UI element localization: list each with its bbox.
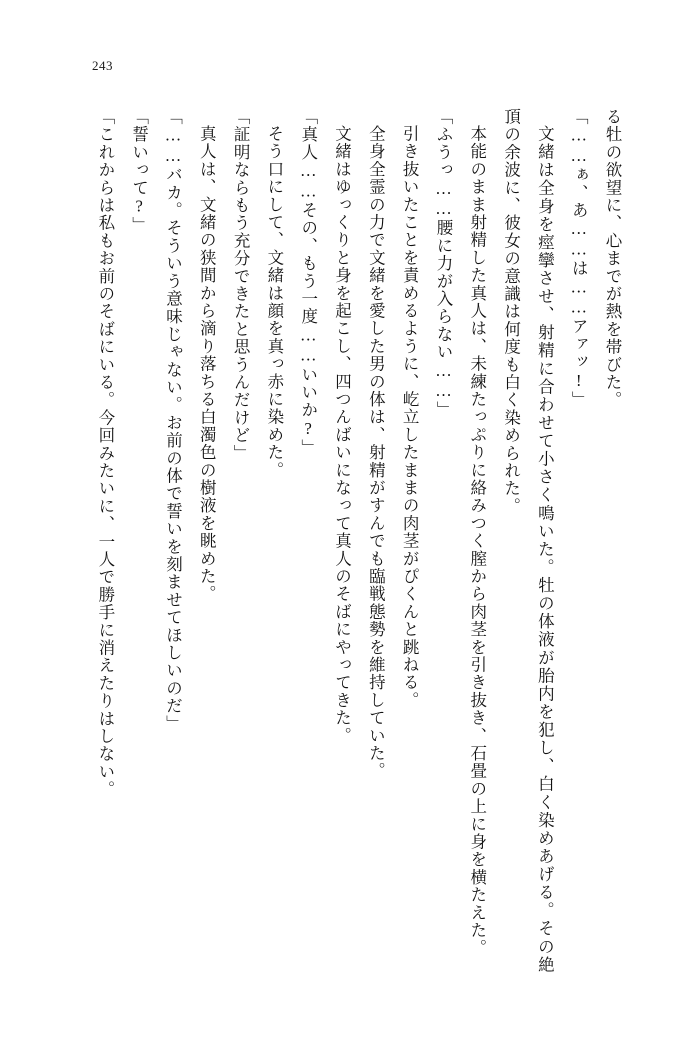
body-paragraph: 「……バカ。そういう意味じゃない。お前の体で誓いを刻ませてほしいのだ」 [163,108,183,733]
body-paragraph: 文緒はゆっくりと身を起こし、四つんばいになって真人のそばにやってきた。 [332,124,352,744]
body-paragraph: 「これからは私もお前のそばにいる。今回みたいに、一人で勝手に消えたりはしない。 [95,108,115,799]
body-paragraph: 文緒は全身を痙攣させ、射精に合わせて小さく鳴いた。牡の体液が胎内を犯し、白く染めあげる。その絶頂の余波に、彼女の意識は何度も白く染められた。 [501,108,555,973]
body-paragraph: 引き抜いたことを責めるように、屹立したままの肉茎がぴくんと跳ねる。 [400,124,420,709]
body-paragraph: 「真人……その、もう一度……いいか?」 [298,108,318,457]
body-paragraph: る牡の欲望に、心までが熱を帯びた。 [603,108,622,409]
page-number: 243 [92,58,113,73]
body-paragraph: 「……ぁ、あ……は……アァッ!」 [569,108,589,409]
page-body-text [69,108,629,973]
body-paragraph: 真人は、文緒の狭間から滴り落ちる白濁色の樹液を眺めた。 [197,124,217,603]
body-paragraph: そう口にして、文緒は顔を真っ赤に染めた。 [264,124,284,479]
body-paragraph: 全身全霊の力で文緒を愛した男の体は、射精がすんでも臨戦態勢を維持していた。 [366,124,386,780]
body-paragraph: 本能のまま射精した真人は、未練たっぷりに絡みつく膣から肉茎を引き抜き、石畳の上に身を横たえた。 [467,124,487,957]
body-paragraph: 「ふうっ……腰に力が入らない……」 [433,108,453,419]
body-paragraph: 「証明ならもう充分できたと思うんだけど」 [231,108,251,462]
body-paragraph: 「誓いって?」 [129,108,149,235]
